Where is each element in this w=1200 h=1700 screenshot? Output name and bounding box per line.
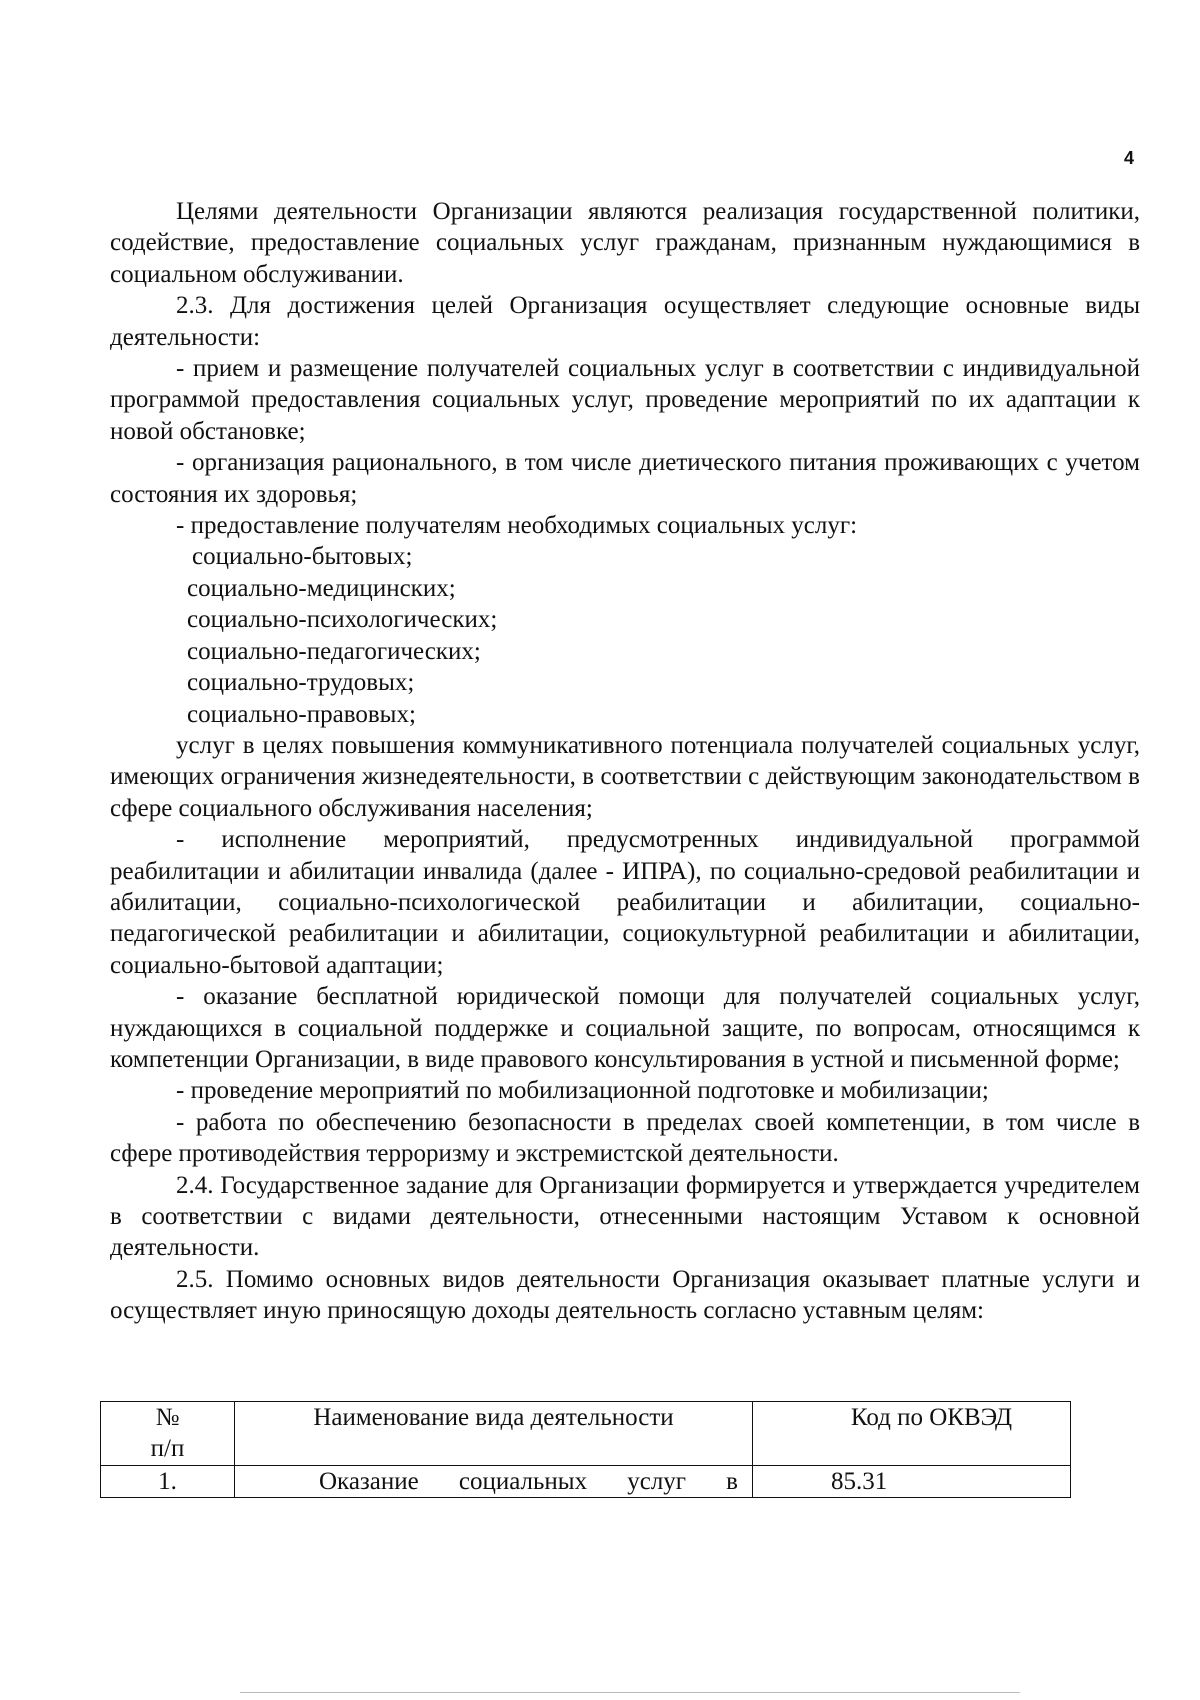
paragraph-services-intro: - предоставление получателям необходимых социальных услуг: bbox=[176, 512, 858, 540]
document-body bbox=[110, 196, 1140, 1327]
paragraph-ipra: - исполнение мероприятий, предусмотренных индивидуальной программой реабилитации и абилитации инвалида (далее - ИПРА), по социально-средовой реабилитации и абилитации, социально-психологической реабилитации и абилитации, социально-педагогической реабилитации и абилитации, социокультурной реабилитации и абилитации, социально-бытовой адаптации; bbox=[110, 826, 1140, 979]
list-item-service-type: социально-правовых; bbox=[187, 700, 416, 728]
list-item-service-type: социально-психологических; bbox=[187, 606, 498, 634]
paragraph-mobilization: - проведение мероприятий по мобилизационной подготовке и мобилизации; bbox=[176, 1077, 989, 1105]
list-item-service-type: социально-педагогических; bbox=[187, 637, 481, 665]
cell-number: 1. bbox=[101, 1466, 235, 1498]
table-row bbox=[101, 1466, 1071, 1498]
header-activity-name: Наименование вида деятельности bbox=[235, 1402, 753, 1466]
header-number-line1: № bbox=[155, 1404, 180, 1431]
list-item-service-type: социально-трудовых; bbox=[187, 669, 415, 697]
page-number: 4 bbox=[1124, 148, 1135, 168]
header-okved-code: Код по ОКВЭД bbox=[753, 1402, 1071, 1466]
paragraph-legal-aid: - оказание бесплатной юридической помощи для получателей социальных услуг, нуждающихся в социальной поддержке и социальной защите, по вопросам, относящимся к компетенции Организации, в виде правового консультирования в устной и письменной форме; bbox=[110, 983, 1140, 1073]
table-header-row bbox=[101, 1402, 1071, 1466]
paragraph-nutrition: - организация рационального, в том числе диетического питания проживающих с учетом состояния их здоровья; bbox=[110, 449, 1140, 508]
paragraph-2-3: 2.3. Для достижения целей Организация осуществляет следующие основные виды деятельности: bbox=[110, 292, 1140, 351]
paragraph-2-5: 2.5. Помимо основных видов деятельности Организация оказывает платные услуги и осуществляет иную приносящую доходы деятельность согласно уставным целям: bbox=[110, 1265, 1140, 1325]
paragraph-security: - работа по обеспечению безопасности в пределах своей компетенции, в том числе в сфере противодействия терроризму и экстремистской деятельности. bbox=[110, 1108, 1140, 1168]
paragraph-reception: - прием и размещение получателей социальных услуг в соответствии с индивидуальной программой предоставления социальных услуг, проведение мероприятий по их адаптации к новой обстановке; bbox=[110, 355, 1140, 445]
page-bottom-edge bbox=[240, 1692, 1020, 1693]
header-number bbox=[101, 1402, 235, 1466]
okved-table bbox=[100, 1401, 1071, 1498]
list-item-service-type: социально-бытовых; bbox=[192, 543, 413, 571]
cell-okved-code: 85.31 bbox=[753, 1466, 1071, 1498]
paragraph-goals: Целями деятельности Организации являются реализация государственной политики, содействие, предоставление социальных услуг гражданам, признанным нуждающимися в социальном обслуживании. bbox=[110, 198, 1140, 288]
header-number-line2: п/п bbox=[150, 1435, 185, 1462]
paragraph-2-4: 2.4. Государственное задание для Организации формируется и утверждается учредителем в соответствии с видами деятельности, отнесенными настоящим Уставом к основной деятельности. bbox=[110, 1171, 1140, 1262]
paragraph-communicative: услуг в целях повышения коммуникативного потенциала получателей социальных услуг, имеющих ограничения жизнедеятельности, в соответствии с действующим законодательством в сфере социального обслуживания населения; bbox=[110, 731, 1140, 822]
cell-activity-name: Оказание социальных услуг в bbox=[235, 1466, 753, 1498]
list-item-service-type: социально-медицинских; bbox=[187, 574, 456, 602]
